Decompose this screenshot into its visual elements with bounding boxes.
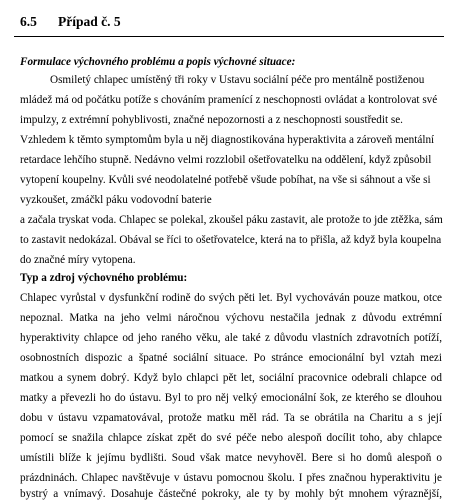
heading-rule <box>14 36 444 37</box>
paragraph-line: umístili blíže k jejímu bydlišti. Soud však matce nevyhověl. Bere si ho domů alespoň o <box>20 452 442 464</box>
paragraph-line: do značné míry vytopena. <box>20 254 136 266</box>
paragraph-line: retardace lehčího stupně. Nedávno velmi rozzlobil ošetřovatelku na oddělení, když způsobil <box>20 154 432 166</box>
paragraph-line: hyperaktivity chlapce od jeho raného věku, ale také z důvodu vlastních zdravotních potíží, <box>20 332 442 344</box>
paragraph-line: pomocí se snažila chlapce získat zpět do své péče nebo alespoň docílit toho, aby chlapce <box>20 432 442 444</box>
paragraph-line: matky a převezli ho do ústavu. Byl to pro něj velký emocionální šok, ze kterého se dlouhou <box>20 392 442 404</box>
paragraph-line: mládež má od počátku potíže s chováním pramenící z neschopnosti ovládat a kontrolovat své <box>20 94 438 106</box>
paragraph-line: dobu v ústavu vzpamatovával, protože matku měl rád. Ta se obrátila na Charitu a s její <box>20 412 442 424</box>
paragraph-line: a začala tryskat voda. Chlapec se polekal, zkoušel páku zastavit, ale protože to jde ztěžka, sám <box>20 214 443 226</box>
type-source-heading: Typ a zdroj výchovného problému: <box>20 272 188 284</box>
formulation-heading: Formulace výchovného problému a popis výchovné situace: <box>20 56 296 68</box>
paragraph-line: Osmiletý chlapec umístěný tři roky v Ustavu sociální péče pro mentálně postiženou <box>50 74 425 86</box>
section-title: Případ č. 5 <box>58 14 121 29</box>
paragraph-line: to zastavit nedokázal. Obával se říci to ošetřovatelce, která na to přišla, až když byla koupelna <box>20 234 442 246</box>
paragraph-line: bystrý a vnímavý. Dosahuje částečné pokroky, ale ty by mohly být mnohem výraznější, <box>20 488 442 500</box>
paragraph-line: nepoznal. Matka na jeho velmi náročnou výchovu nestačila jednak z důvodu extrémní <box>20 312 442 324</box>
paragraph-line: vyzkoušet, zmáčkl páku vodovodní baterie <box>20 194 212 206</box>
paragraph-line: Chlapec vyrůstal v dysfunkční rodině do svých pěti let. Byl vychováván pouze matkou, otce <box>20 292 442 304</box>
paragraph-line: matkou a synem dobrý. Když bylo chlapci pět let, sociální pracovnice odebrali chlapce od <box>20 372 442 384</box>
paragraph-line: Vzhledem k těmto symptomům byla u něj diagnostikována hyperaktivita a zároveň mentální <box>20 134 435 146</box>
section-number: 6.5 <box>20 14 37 29</box>
paragraph-line: impulzy, z extrémní pohyblivosti, značné nepozornosti a z neschopnosti soustředit se. <box>20 114 403 126</box>
paragraph-line: vytopení koupelny. Kvůli své neodolatelné potřebě všude pobíhat, na vše si sáhnout a vše si <box>20 174 431 186</box>
paragraph-line: prázdninách. Chlapec navštěvuje v ústavu pomocnou školu. I přes značnou hyperaktivitu je <box>20 472 442 484</box>
paragraph-line: osobnostních dispozic a špatné sociální situace. Po stránce emocionální byl vztah mezi <box>20 352 442 364</box>
section-heading <box>20 14 121 30</box>
